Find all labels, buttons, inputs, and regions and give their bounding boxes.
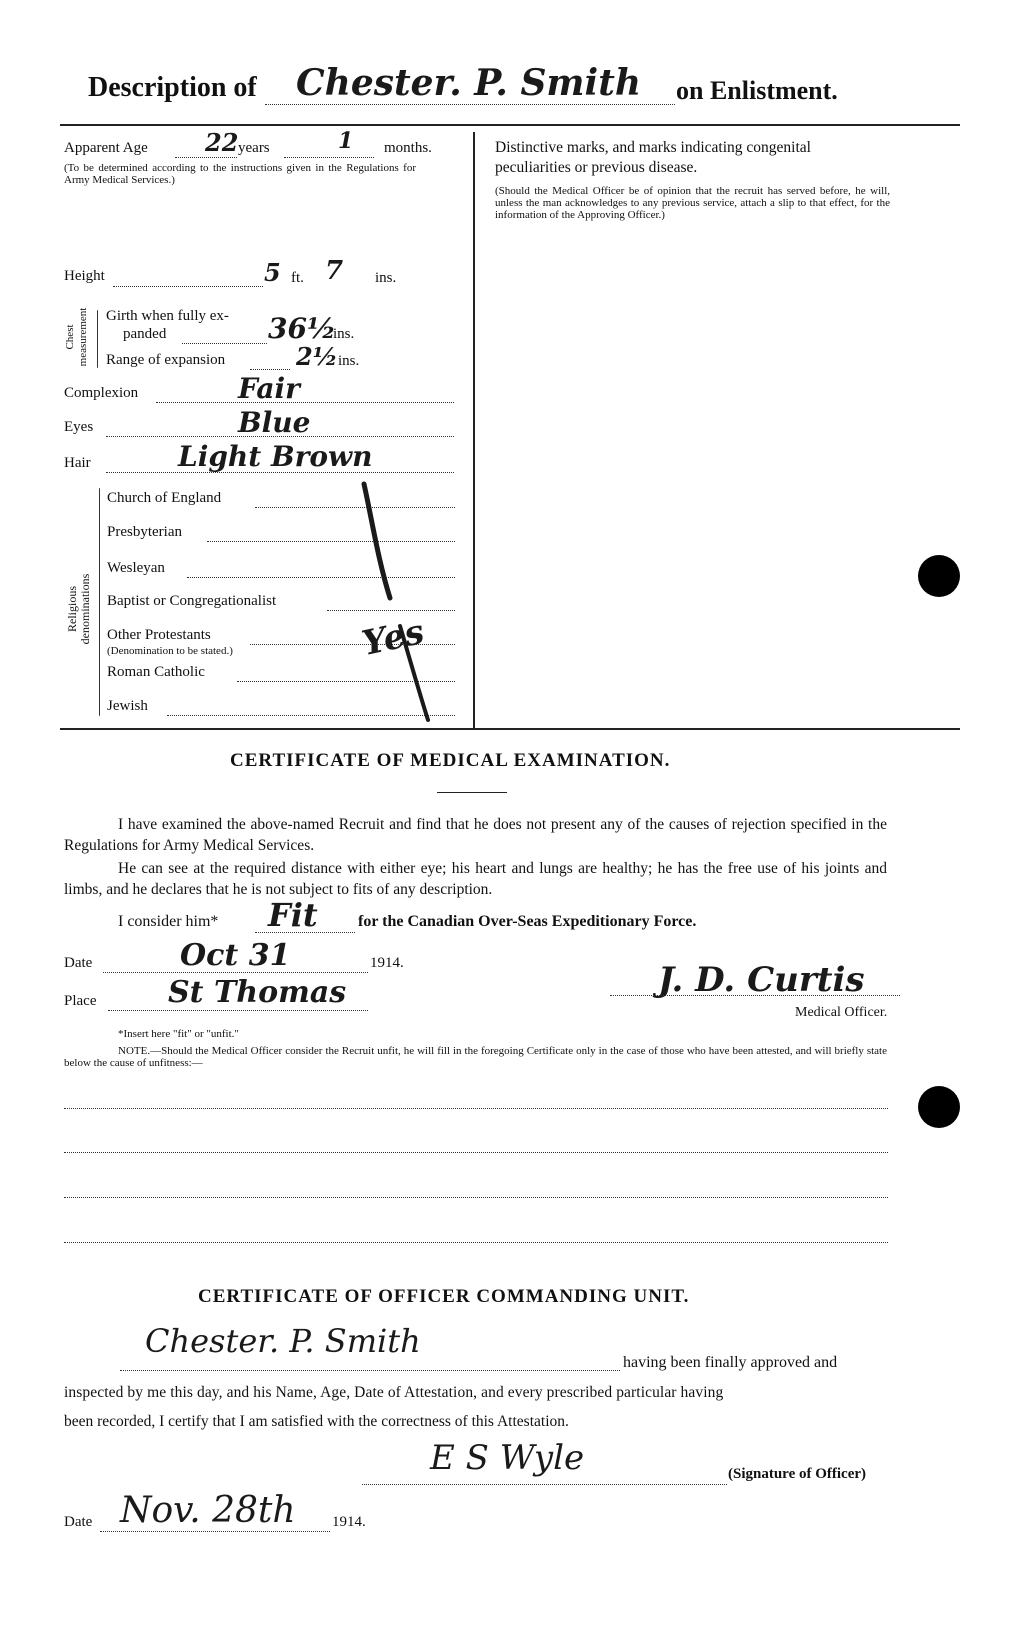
years-label: years <box>238 140 270 156</box>
place-value: St Thomas <box>168 975 347 1010</box>
commanding-certificate-heading: CERTIFICATE OF OFFICER COMMANDING UNIT. <box>198 1286 690 1307</box>
range-label: Range of expansion <box>106 352 226 368</box>
commanding-text-2: inspected by me this day, and his Name, Age, Date of Attestation, and every prescribed particular having <box>64 1384 724 1401</box>
height-label: Height <box>64 268 105 284</box>
age-months-value: 1 <box>338 128 354 154</box>
header-prefix: Description of <box>88 72 257 103</box>
age-years-value: 22 <box>205 128 239 157</box>
commanding-name-line <box>120 1370 620 1371</box>
age-label: Apparent Age <box>64 140 148 156</box>
height-in-value: 7 <box>325 256 344 286</box>
medical-certificate-heading: CERTIFICATE OF MEDICAL EXAMINATION. <box>230 750 671 771</box>
girth-line <box>182 343 267 344</box>
chest-measurement-label <box>64 302 90 372</box>
religious-denominations-text: Religious denominations <box>65 573 92 645</box>
medical-year: 1914. <box>370 955 404 971</box>
eyes-value: Blue <box>238 406 311 439</box>
range-unit: ins. <box>338 353 360 369</box>
punch-hole-bottom <box>918 1086 960 1128</box>
chest-measurement-text: Chest measurement <box>64 307 89 367</box>
unfitness-line-1 <box>64 1108 888 1109</box>
religion-other-protestants: Other Protestants <box>107 627 211 643</box>
religion-value: Yes <box>358 611 428 665</box>
girth-unit: ins. <box>333 326 355 342</box>
consider-suffix: for the Canadian Over-Seas Expeditionary Force. <box>358 913 697 930</box>
height-line <box>113 286 263 287</box>
eyes-label: Eyes <box>64 419 94 435</box>
girth-label-1: Girth when fully ex- <box>106 308 229 324</box>
commanding-text-3: been recorded, I certify that I am satisfied with the correctness of this Attestation. <box>64 1413 569 1430</box>
age-note: (To be determined according to the instructions given in the Regulations for Army Medical Services.) <box>64 162 416 186</box>
religion-jewish: Jewish <box>107 698 148 714</box>
fit-value: Fit <box>268 896 318 934</box>
consider-prefix: I consider him* <box>118 913 219 930</box>
unfitness-line-4 <box>64 1242 888 1243</box>
medical-heading-rule <box>437 792 507 793</box>
complexion-label: Complexion <box>64 385 139 401</box>
punch-hole-top <box>918 555 960 597</box>
recruit-name-handwritten: Chester. P. Smith <box>296 62 642 104</box>
column-divider <box>473 132 475 728</box>
range-value: 2½ <box>296 342 338 371</box>
religion-roman-catholic: Roman Catholic <box>107 664 205 680</box>
complexion-value: Fair <box>238 372 300 405</box>
months-label: months. <box>384 140 432 156</box>
header-suffix: on Enlistment. <box>676 76 838 105</box>
religion-presbyterian: Presbyterian <box>107 524 182 540</box>
height-ft-value: 5 <box>264 258 281 287</box>
religion-baptist: Baptist or Congregationalist <box>107 593 277 609</box>
unfitness-line-2 <box>64 1152 888 1153</box>
distinctive-marks-title: Distinctive marks, and marks indicating congenital peculiarities or previous disease. <box>495 139 811 176</box>
commanding-date-value: Nov. 28th <box>120 1490 296 1531</box>
girth-value: 36½ <box>268 312 337 345</box>
age-years-line <box>175 157 237 158</box>
signature-of-officer-label: (Signature of Officer) <box>728 1466 867 1482</box>
ins-label: ins. <box>375 270 397 286</box>
medical-paragraph-2: He can see at the required distance with either eye; his heart and lungs are healthy; he has the free use of his joints and limbs, and he declares that he is not subject to fits of any description. <box>64 860 887 898</box>
unfitness-note: NOTE.—Should the Medical Officer consider the Recruit unfit, he will fill in the foregoing Certificate only in the case of those who have been attested, and will briefly state below the cause of unfitness:— <box>64 1045 887 1069</box>
place-label: Place <box>64 993 97 1009</box>
religion-denomination-note: (Denomination to be stated.) <box>107 645 233 657</box>
medical-date-label: Date <box>64 955 93 971</box>
religion-wesleyan: Wesleyan <box>107 560 165 576</box>
header-name-line <box>265 104 675 105</box>
commanding-text-1: having been finally approved and <box>623 1354 838 1371</box>
top-rule <box>60 124 960 126</box>
medical-date-value: Oct 31 <box>180 938 291 973</box>
commanding-recruit-name: Chester. P. Smith <box>145 1322 421 1360</box>
commanding-signature-line <box>362 1484 727 1485</box>
range-line <box>250 369 290 370</box>
insert-note: *Insert here "fit" or "unfit." <box>118 1028 239 1040</box>
hair-label: Hair <box>64 455 91 471</box>
medical-officer-signature: J. D. Curtis <box>658 960 865 1000</box>
hair-value: Light Brown <box>178 440 373 473</box>
commanding-year: 1914. <box>332 1514 366 1530</box>
religions-brace <box>99 488 100 716</box>
religious-denominations-label <box>66 554 92 664</box>
distinctive-marks-note: (Should the Medical Officer be of opinion that the recruit has served before, he will, unless the man acknowledges to any previous service, attach a slip to that effect, for the information of the Approving Officer.) <box>495 185 890 221</box>
chest-brace <box>97 310 98 368</box>
fit-line <box>255 932 355 933</box>
complexion-line <box>156 402 454 403</box>
girth-label-2: panded <box>123 326 167 342</box>
medical-paragraph-1: I have examined the above-named Recruit and find that he does not present any of the causes of rejection specified in the Regulations for Army Medical Services. <box>64 816 887 854</box>
medical-officer-line <box>610 995 900 996</box>
place-line <box>108 1010 368 1011</box>
commanding-date-label: Date <box>64 1514 93 1530</box>
commanding-date-line <box>100 1531 330 1532</box>
religion-church-of-england: Church of England <box>107 490 222 506</box>
ft-label: ft. <box>291 270 304 286</box>
medical-officer-label: Medical Officer. <box>795 1005 888 1020</box>
section-rule <box>60 728 960 730</box>
commanding-officer-signature: E S Wyle <box>430 1438 585 1478</box>
religion-pen-stroke <box>350 480 460 725</box>
unfitness-line-3 <box>64 1197 888 1198</box>
age-months-line <box>284 157 374 158</box>
